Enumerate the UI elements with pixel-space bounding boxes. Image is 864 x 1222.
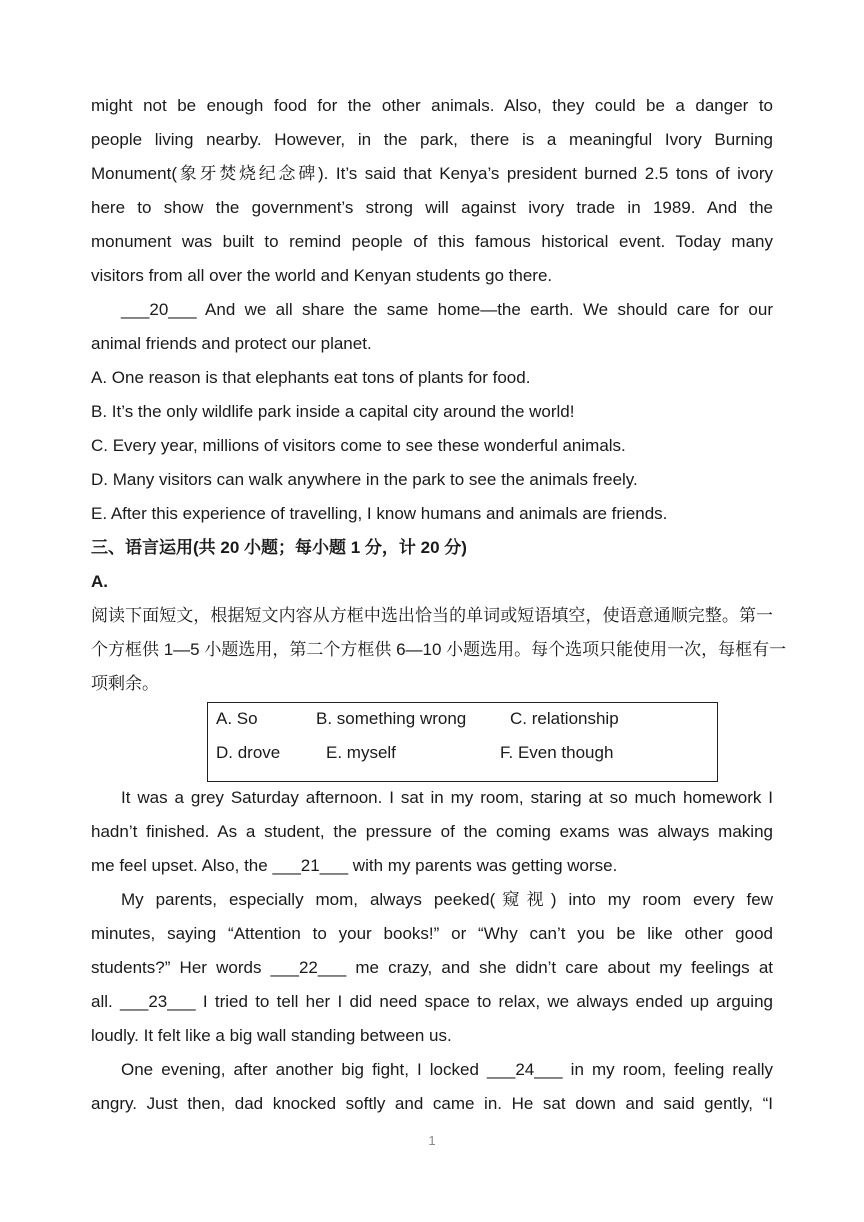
word-option: D. drove [216,743,281,762]
text-line: animal friends and protect our planet. [91,334,372,353]
option-item: A. One reason is that elephants eat tons of plants for food. [91,368,531,387]
instruction-line: 个方框供 1—5 小题选用，第二个方框供 6—10 小题选用。每个选项只能使用一次，每框有一 [91,640,787,659]
text-line: My parents, especially mom, always peeked(窥视) into my room every few [121,890,773,909]
word-box [207,702,718,782]
option-item: D. Many visitors can walk anywhere in the park to see the animals freely. [91,470,638,489]
text-line: It was a grey Saturday afternoon. I sat in my room, staring at so much homework I [121,788,773,807]
text-line: here to show the government’s strong will against ivory trade in 1989. And the [91,198,773,217]
option-item: C. Every year, millions of visitors come to see these wonderful animals. [91,436,626,455]
text-line: visitors from all over the world and Kenyan students go there. [91,266,553,285]
word-option: F. Even though [500,743,614,762]
text-line: monument was built to remind people of this famous historical event. Today many [91,232,773,251]
text-line: One evening, after another big fight, I locked ___24___ in my room, feeling really [121,1060,773,1079]
section-heading: 三、语言运用(共 20 小题；每小题 1 分，计 20 分) [91,538,467,557]
text-line: ___20___ And we all share the same home—the earth. We should care for our [121,300,773,319]
text-line: angry. Just then, dad knocked softly and came in. He sat down and said gently, “I [91,1094,773,1113]
text-line: people living nearby. However, in the park, there is a meaningful Ivory Burning [91,130,773,149]
text-line: students?” Her words ___22___ me crazy, and she didn’t care about my feelings at [91,958,773,977]
part-label: A. [91,572,108,591]
text-line: all. ___23___ I tried to tell her I did need space to relax, we always ended up arguing [91,992,773,1011]
option-item: B. It’s the only wildlife park inside a capital city around the world! [91,402,575,421]
instruction-line: 阅读下面短文，根据短文内容从方框中选出恰当的单词或短语填空，使语意通顺完整。第一 [91,606,773,625]
word-option: C. relationship [510,709,619,728]
word-option: A. So [216,709,258,728]
text-line: minutes, saying “Attention to your books!” or “Why can’t you be like other good [91,924,773,943]
word-option: E. myself [326,743,396,762]
text-line: hadn’t finished. As a student, the pressure of the coming exams was always making [91,822,773,841]
page-number: 1 [428,1133,436,1148]
text-line: might not be enough food for the other animals. Also, they could be a danger to [91,96,773,115]
text-line: Monument(象牙焚烧纪念碑). It’s said that Kenya’s president burned 2.5 tons of ivory [91,164,773,183]
text-line: loudly. It felt like a big wall standing between us. [91,1026,452,1045]
text-line: me feel upset. Also, the ___21___ with my parents was getting worse. [91,856,618,875]
instruction-line: 项剩余。 [91,674,159,693]
option-item: E. After this experience of travelling, I know humans and animals are friends. [91,504,668,523]
word-option: B. something wrong [316,709,467,728]
